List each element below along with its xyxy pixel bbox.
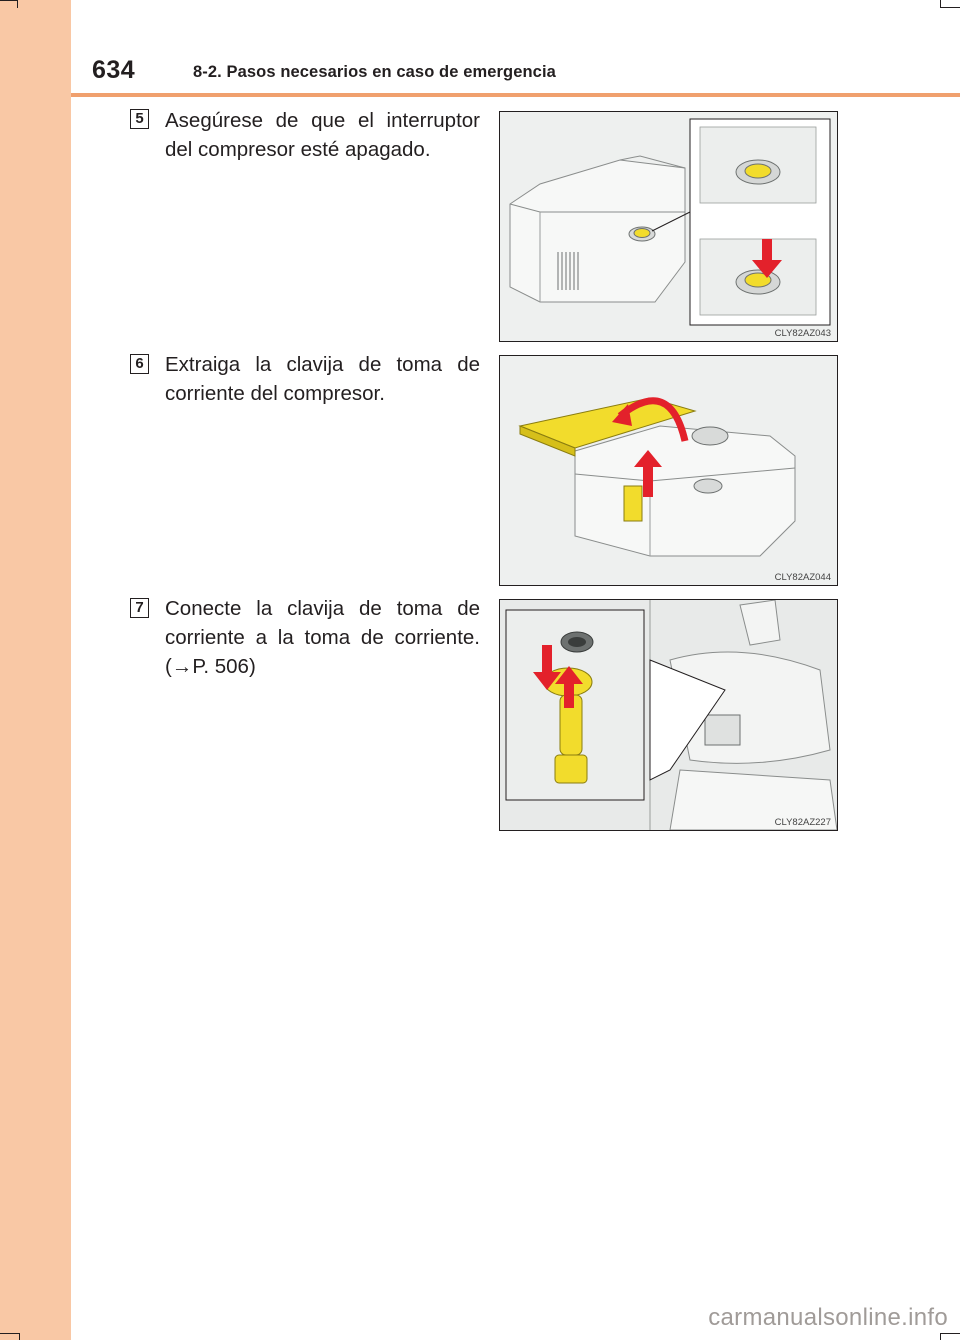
side-band [0, 0, 71, 1340]
step-number-badge: 6 [130, 354, 149, 374]
watermark: carmanualsonline.info [708, 1304, 948, 1331]
step-number-badge: 7 [130, 598, 149, 618]
crop-mark [0, 0, 18, 1]
figure-code: CLY82AZ227 [774, 817, 831, 828]
step-instruction: Conecte la clavija de toma de corriente a la toma de corriente. (→P. 506) [165, 597, 480, 678]
crop-mark [940, 7, 960, 8]
step-instruction: Extraiga la clavija de toma de corriente del compresor. [165, 353, 480, 405]
section-title: 8-2. Pasos necesarios en caso de emergencia [193, 63, 556, 81]
compressor-switch-figure [499, 111, 838, 342]
crop-mark [0, 1333, 20, 1334]
crop-mark [19, 1333, 20, 1340]
step-number-badge: 5 [130, 109, 149, 129]
power-plug-removal-illustration [500, 356, 837, 585]
figure-code: CLY82AZ043 [774, 328, 831, 339]
power-outlet-connection-figure [499, 599, 838, 831]
power-outlet-illustration [500, 600, 837, 830]
step-instruction: Asegúrese de que el interruptor del compresor esté apagado. [165, 109, 480, 161]
header-rule [71, 93, 960, 97]
page-number: 634 [92, 56, 136, 84]
crop-mark [940, 1333, 941, 1340]
compressor-switch-illustration [500, 112, 837, 341]
crop-mark [17, 0, 18, 8]
figure-code: CLY82AZ044 [774, 572, 831, 583]
power-plug-removal-figure [499, 355, 838, 586]
crop-mark [940, 1333, 960, 1334]
